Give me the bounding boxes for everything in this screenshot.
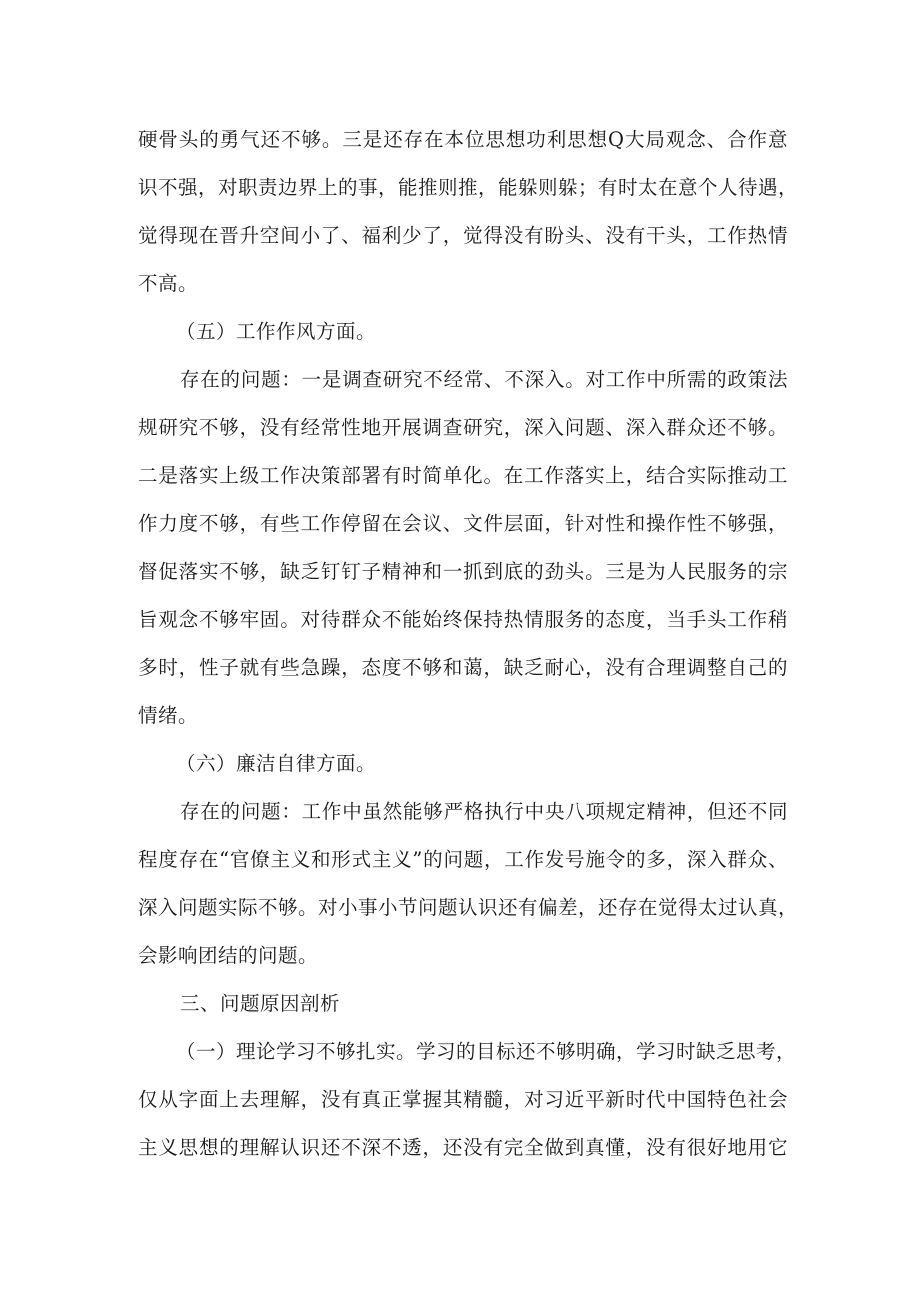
paragraph-line: 多时，性子就有些急躁，态度不够和蔼，缺乏耐心，没有合理调整自己的 <box>138 656 788 679</box>
paragraph-line: 旨观念不够牢固。对待群众不能始终保持热情服务的态度，当手头工作稍 <box>138 608 788 631</box>
paragraph-line: 二是落实上级工作决策部署有时简单化。在工作落实上，结合实际推动工 <box>138 464 788 487</box>
section-heading: （五）工作作风方面。 <box>176 320 377 343</box>
paragraph-line: 主义思想的理解认识还不深不透，还没有完全做到真懂，没有很好地用它 <box>138 1136 788 1159</box>
paragraph-line: 情绪。 <box>138 704 199 727</box>
paragraph-line: 会影响团结的问题。 <box>138 944 319 967</box>
paragraph-line: 程度存在“官僚主义和形式主义”的问题，工作发号施令的多，深入群众、 <box>138 848 788 871</box>
paragraph-line: 作力度不够，有些工作停留在会议、文件层面，针对性和操作性不够强， <box>138 512 788 535</box>
paragraph-line: 识不强，对职责边界上的事，能推则推，能躲则躲；有时太在意个人待遇， <box>138 176 799 199</box>
paragraph-line: 存在的问题：一是调查研究不经常、不深入。对工作中所需的政策法 <box>180 368 788 391</box>
paragraph-line: 规研究不够，没有经常性地开展调查研究，深入问题、深入群众还不够。 <box>138 416 788 439</box>
chapter-heading: 三、问题原因剖析 <box>180 992 341 1015</box>
paragraph-line: 觉得现在晋升空间小了、福利少了，觉得没有盼头、没有干头，工作热情 <box>138 224 788 247</box>
paragraph-line: （一）理论学习不够扎实。学习的目标还不够明确，学习时缺乏思考， <box>176 1040 797 1063</box>
section-heading: （六）廉洁自律方面。 <box>176 752 377 775</box>
paragraph-line: 硬骨头的勇气还不够。三是还存在本位思想功利思想Q大局观念、合作意 <box>138 128 788 151</box>
paragraph-line: 存在的问题：工作中虽然能够严格执行中央八项规定精神，但还不同 <box>180 800 788 823</box>
paragraph-line: 督促落实不够，缺乏钉钉子精神和一抓到底的劲头。三是为人民服务的宗 <box>138 560 788 583</box>
paragraph-line: 不高。 <box>138 272 199 295</box>
paragraph-line: 深入问题实际不够。对小事小节问题认识还有偏差，还存在觉得太过认真， <box>138 896 799 919</box>
paragraph-line: 仅从字面上去理解，没有真正掌握其精髓，对习近平新时代中国特色社会 <box>138 1088 788 1111</box>
